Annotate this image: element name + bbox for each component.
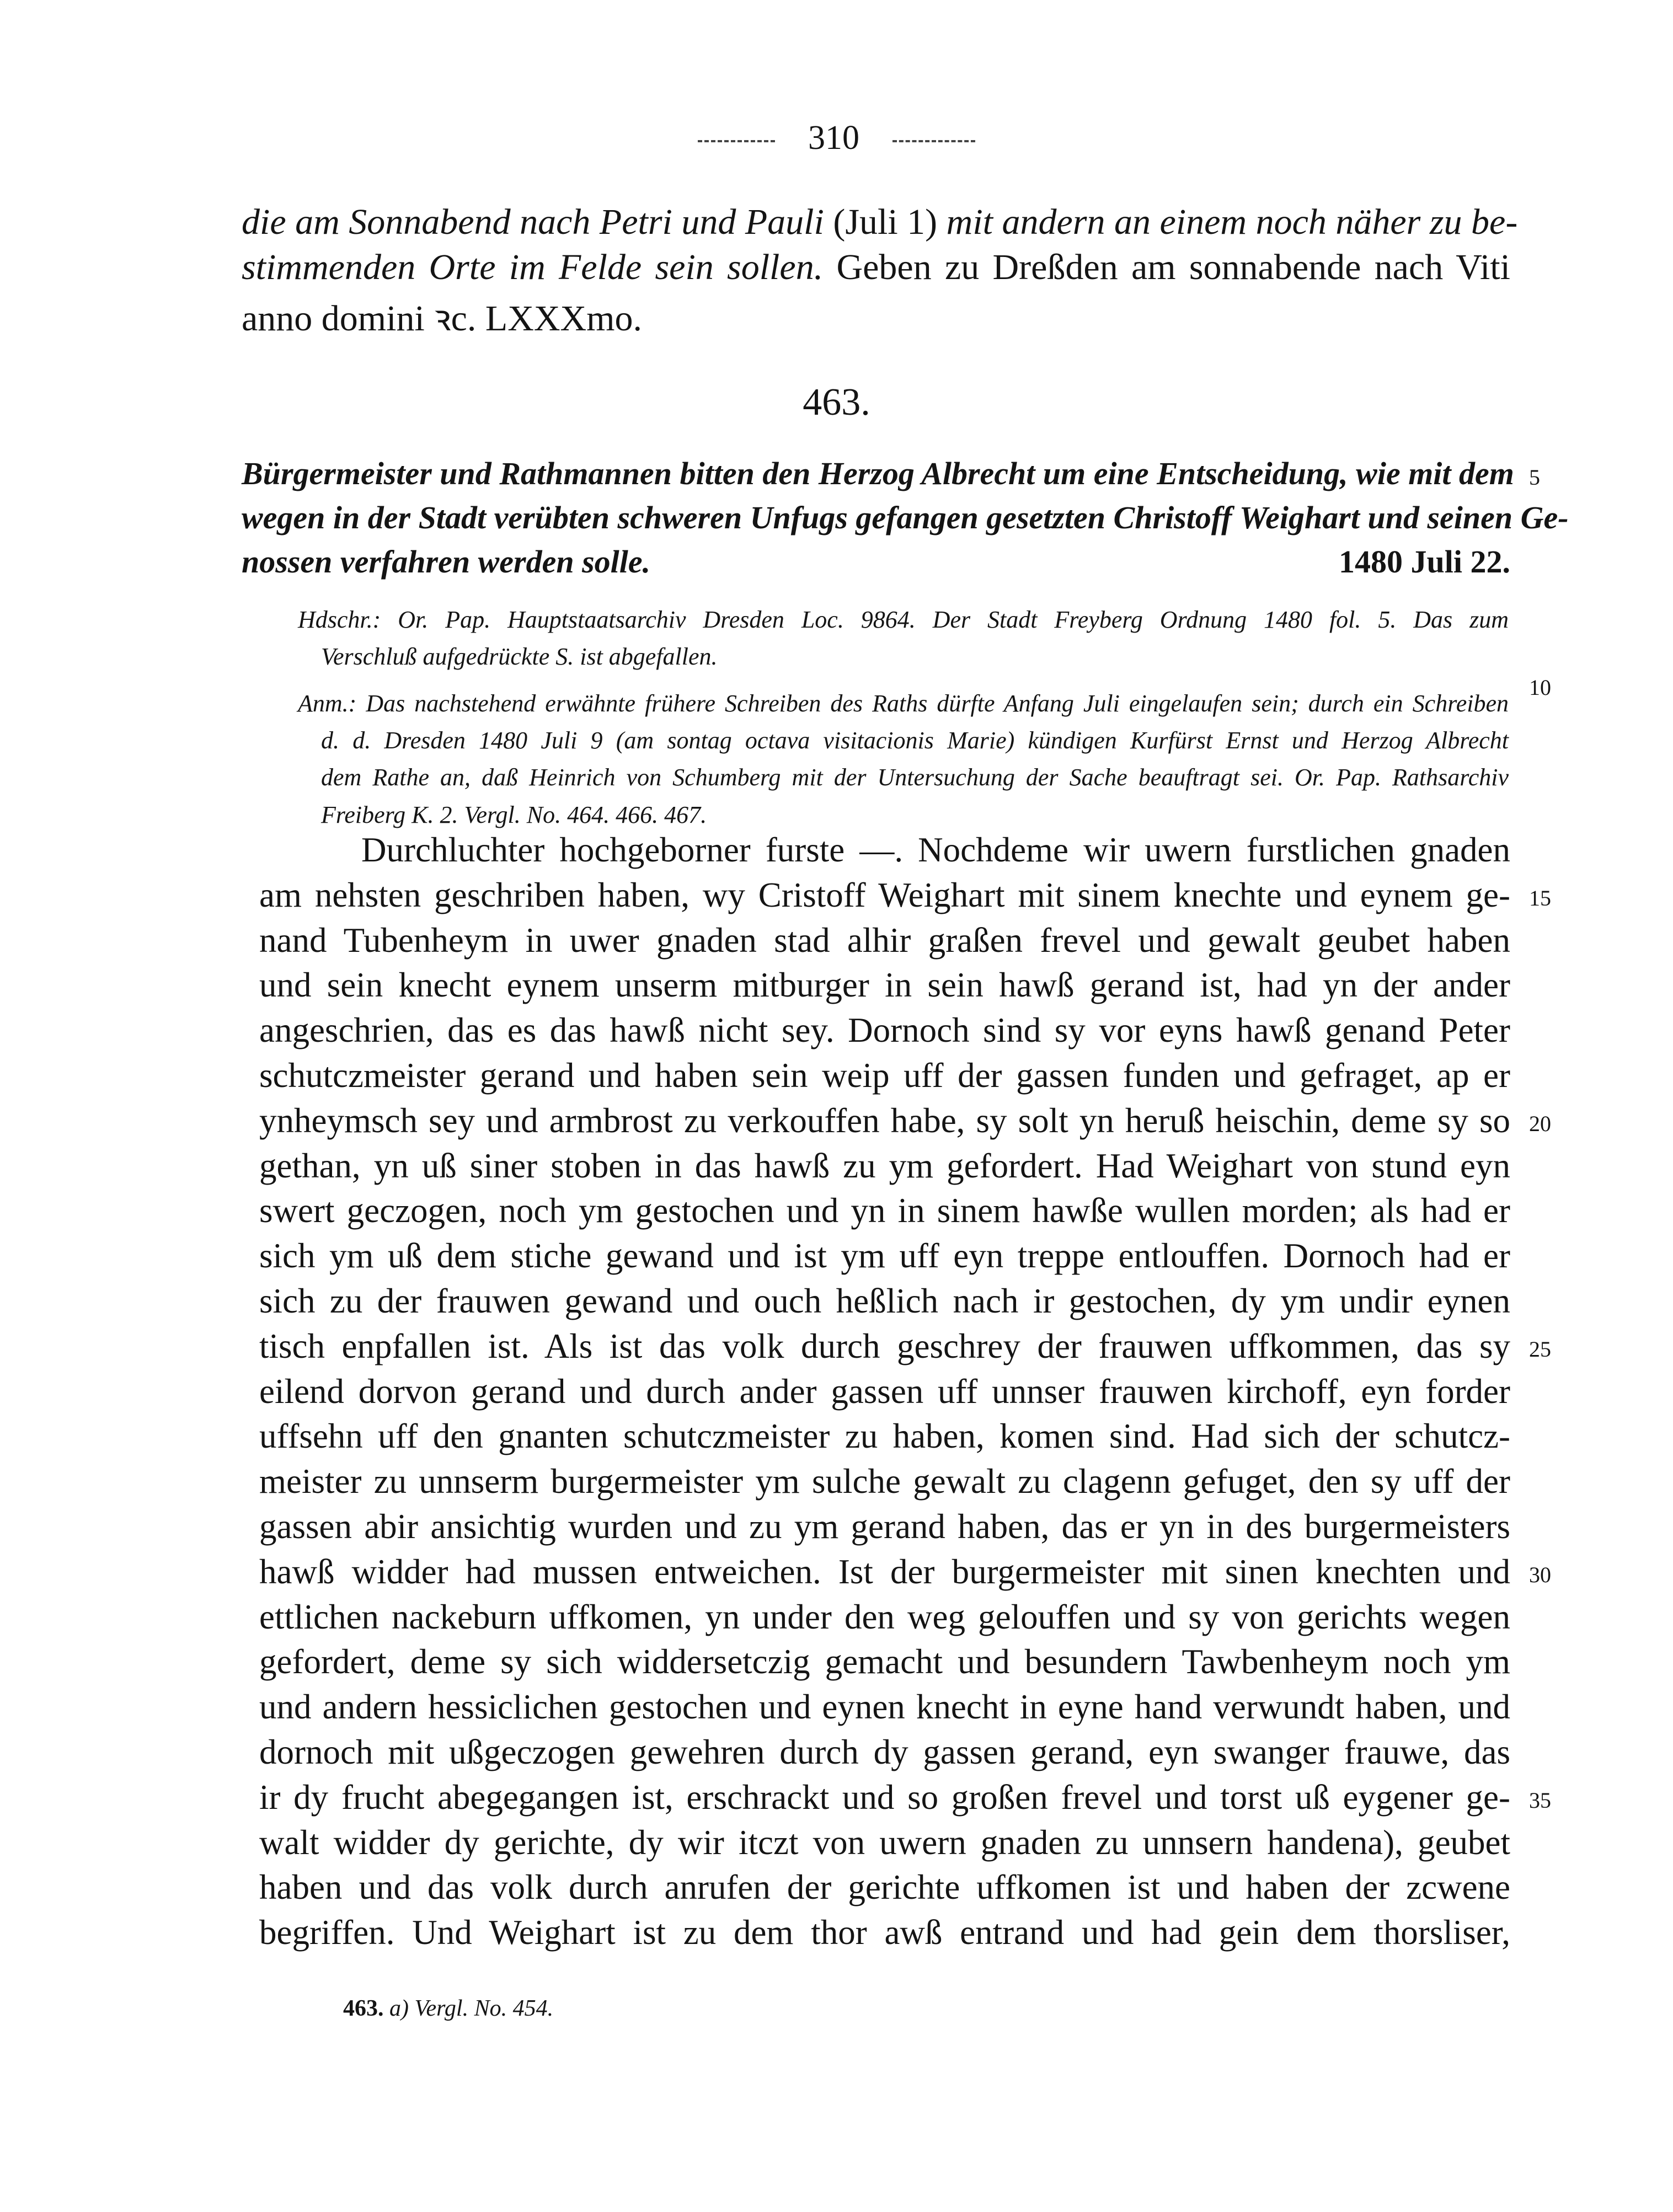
- apparatus-line: Hdschr.: Or. Pap. Hauptstaatsarchiv Dresden Loc. 9864. Der Stadt Freyberg Ordnung 1480 fol. 5. Das zum: [298, 606, 1509, 633]
- document-number: 463.: [803, 381, 870, 424]
- intro-segment: Geben zu Dreßden am sonnabende nach Viti: [823, 247, 1511, 287]
- body-line: dornoch mit ußgeczogen gewehren durch dy gassen gerand, eyn swanger frauwe, das: [259, 1733, 1510, 1771]
- regest-line: wegen in der Stadt verübten schweren Unfugs gefangen gesetzten Christoff Weighart und seinen Ge-: [242, 500, 1569, 535]
- body-line: hawß widder had mussen entweichen. Ist der burgermeister mit sinen knechten und: [259, 1552, 1510, 1591]
- intro-segment: die am Sonnabend nach Petri und Pauli: [242, 202, 824, 242]
- regest-line: nossen verfahren werden solle.: [242, 544, 651, 580]
- body-line: swert geczogen, noch ym gestochen und yn in sinem hawße wullen morden; als had er: [259, 1191, 1510, 1230]
- intro-segment: anno domini ꝛc. LXXXmo.: [242, 298, 643, 339]
- apparatus-line: dem Rathe an, daß Heinrich von Schumberg mit der Untersuchung der Sache beauftragt sei. Or. Pap. Rathsarchiv: [321, 764, 1509, 791]
- body-line: meister zu unnserm burgermeister ym sulche gewalt zu clagenn gefuget, den sy uff der: [259, 1462, 1510, 1501]
- regest-date: 1480 Juli 22.: [1339, 544, 1510, 580]
- body-line: ynheymsch sey und armbrost zu verkouffen habe, sy solt yn heruß heischin, deme sy so: [259, 1101, 1510, 1140]
- body-line: nand Tubenheym in uwer gnaden stad alhir graßen frevel und gewalt geubet haben: [259, 920, 1510, 960]
- intro-line: [242, 292, 1510, 341]
- footnote-text: a) Vergl. No. 454.: [389, 1996, 554, 2021]
- footnote: [343, 1995, 553, 2022]
- intro-line: [242, 201, 1518, 243]
- margin-line-number: 15: [1529, 885, 1551, 910]
- body-line: begriffen. Und Weighart ist zu dem thor awß entrand und had gein dem thorsliser,: [259, 1913, 1510, 1952]
- body-line: ettlichen nackeburn uffkomen, yn under den weg gelouffen und sy von gerichts wegen: [259, 1597, 1510, 1636]
- page-number: 310: [808, 119, 859, 157]
- body-line: uffsehn uff den gnanten schutczmeister zu haben, komen sind. Had sich der schutcz-: [259, 1417, 1510, 1456]
- apparatus-line: Verschluß aufgedrückte S. ist abgefallen.: [321, 643, 718, 671]
- body-line: und sein knecht eynem unserm mitburger in sein hawß gerand ist, had yn der ander: [259, 966, 1510, 1005]
- body-line: schutczmeister gerand und haben sein weip uff der gassen funden und gefraget, ap er: [259, 1056, 1510, 1095]
- intro-segment: (Juli 1): [824, 202, 947, 242]
- body-line: gethan, yn uß siner stoben in das hawß zu ym gefordert. Had Weighart von stund eyn: [259, 1146, 1510, 1185]
- body-line: sich ym uß dem stiche gewand und ist ym uff eyn treppe entlouffen. Dornoch had er: [259, 1236, 1510, 1276]
- page-header: [0, 119, 1673, 158]
- intro-segment: stimmenden Orte im Felde sein sollen.: [242, 247, 824, 287]
- apparatus-line: Freiberg K. 2. Vergl. No. 464. 466. 467.: [321, 801, 707, 828]
- intro-line: [242, 247, 1510, 288]
- body-line: eilend dorvon gerand und durch ander gassen uff unnser frauwen kirchoff, eyn forder: [259, 1372, 1510, 1411]
- body-line: Durchluchter hochgeborner furste —. Nochdeme wir uwern furstlichen gnaden: [361, 831, 1510, 869]
- body-line: gefordert, deme sy sich widdersetczig gemacht und besundern Tawbenheym noch ym: [259, 1642, 1510, 1681]
- intro-segment: mit andern an einem noch näher zu be-: [946, 202, 1518, 242]
- margin-line-number: 25: [1529, 1336, 1551, 1362]
- body-line: angeschrien, das es das hawß nicht sey. Dornoch sind sy vor eyns hawß genand Peter: [259, 1011, 1510, 1050]
- body-line: gassen abir ansichtig wurden und zu ym gerand haben, das er yn in des burgermeisters: [259, 1507, 1510, 1546]
- margin-line-number: 10: [1529, 675, 1551, 700]
- header-rule-left: [698, 140, 775, 142]
- margin-line-number: 5: [1529, 465, 1540, 490]
- body-line: ir dy frucht abegegangen ist, erschrackt und so großen frevel und torst uß eygener ge-: [259, 1777, 1510, 1817]
- body-line: walt widder dy gerichte, dy wir itczt von uwern gnaden zu unnsern handena), geubet: [259, 1823, 1510, 1862]
- margin-line-number: 30: [1529, 1562, 1551, 1587]
- apparatus-line: d. d. Dresden 1480 Juli 9 (am sontag octava visitacionis Marie) kündigen Kurfürst Ernst und Herzog Albrecht: [321, 727, 1509, 754]
- footnote-number: 463.: [343, 1996, 384, 2021]
- margin-line-number: 35: [1529, 1787, 1551, 1813]
- body-line: tisch enpfallen ist. Als ist das volk durch geschrey der frauwen uffkommen, das sy: [259, 1326, 1510, 1365]
- body-line: am nehsten geschriben haben, wy Cristoff Weighart mit sinem knechte und eynem ge-: [259, 875, 1510, 914]
- margin-line-number: 20: [1529, 1111, 1551, 1136]
- header-rule-right: [892, 140, 975, 142]
- body-line: sich zu der frauwen gewand und ouch heßlich nach ir gestochen, dy ym undir eynen: [259, 1282, 1510, 1320]
- apparatus-line: Anm.: Das nachstehend erwähnte frühere Schreiben des Raths dürfte Anfang Juli eingelaufen sein; durch ein Schreiben: [298, 690, 1509, 717]
- body-line: und andern hessiclichen gestochen und eynen knecht in eyne hand verwundt haben, und: [259, 1688, 1510, 1727]
- regest-line: Bürgermeister und Rathmannen bitten den Herzog Albrecht um eine Entscheidung, wie mit dem: [242, 456, 1514, 491]
- body-line: haben und das volk durch anrufen der gerichte uffkomen ist und haben der zcwene: [259, 1868, 1510, 1907]
